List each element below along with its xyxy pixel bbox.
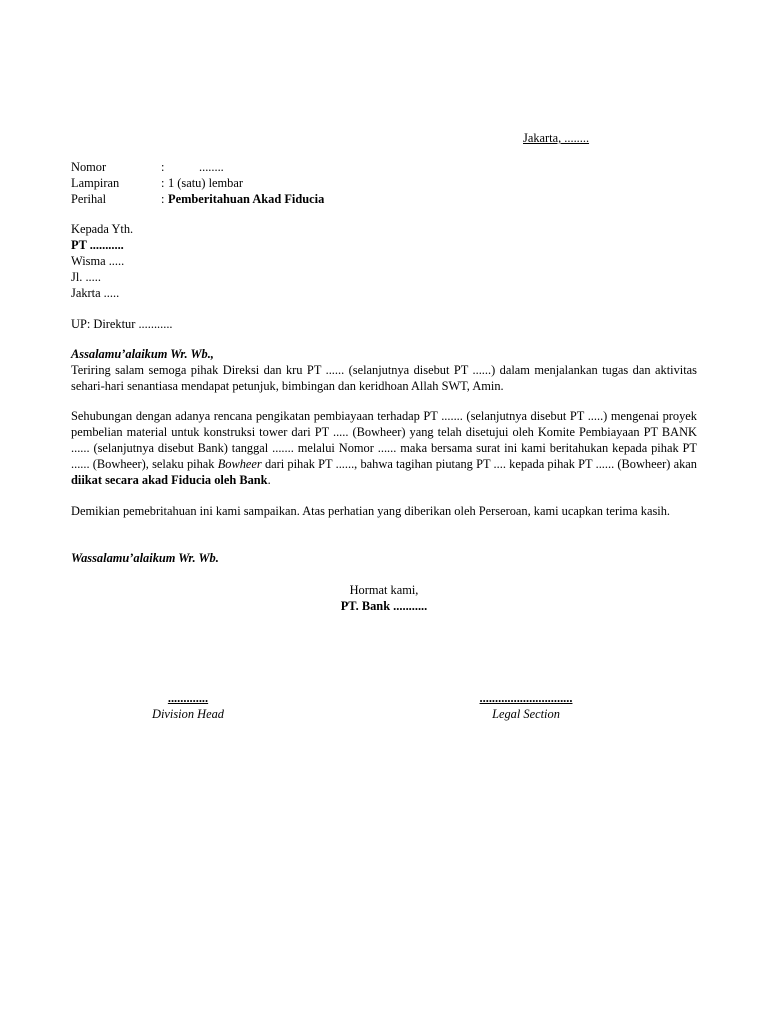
meta-label: Nomor	[71, 160, 107, 174]
signature-division-head	[118, 690, 258, 722]
letter-date: Jakarta, ........	[523, 131, 590, 145]
recipient-greeting: Kepada Yth.	[71, 222, 134, 236]
signature-name: .............	[167, 691, 209, 705]
regards-line: Hormat kami,	[349, 583, 419, 597]
recipient-company: PT ...........	[71, 238, 124, 252]
paragraph-2-end: .	[267, 473, 271, 487]
sender-name: PT. Bank ...........	[340, 599, 428, 613]
paragraph-2-text-cont: dari pihak PT ......, bahwa tagihan piutang PT .... kepada pihak PT ...... (Bowheer) akan	[261, 457, 697, 471]
meta-value: 1 (satu) lembar	[168, 176, 244, 190]
signature-legal-section	[456, 690, 596, 722]
meta-separator: :	[161, 192, 165, 206]
meta-label: Perihal	[71, 192, 107, 206]
paragraph-1: Teriring salam semoga pihak Direksi dan kru PT ...... (selanjutnya disebut PT ......) dalam menjalankan tugas dan aktivitas sehari-hari senantiasa mendapat petunjuk, bimbingan dan keridhoan Allah SWT, Amin.	[71, 363, 697, 393]
paragraph-2-bold-phrase: diikat secara akad Fiducia oleh Bank	[71, 473, 268, 487]
recipient-street: Jl. .....	[71, 270, 101, 284]
meta-separator: :	[161, 160, 165, 174]
recipient-block	[71, 221, 133, 301]
paragraph-2	[71, 408, 697, 488]
recipient-building: Wisma .....	[71, 254, 125, 268]
recipient-city: Jakrta .....	[71, 286, 120, 300]
attention-line: UP: Direktur ...........	[71, 317, 173, 331]
meta-separator: :	[161, 176, 165, 190]
opening-salutation: Assalamu’alaikum Wr. Wb.,	[71, 347, 214, 361]
meta-label: Lampiran	[71, 176, 120, 190]
paragraph-3: Demikian pemebritahuan ini kami sampaikan. Atas perhatian yang diberikan oleh Perseroan, kami ucapkan terima kasih.	[71, 504, 671, 518]
paragraph-2-italic-term: Bowheer	[217, 457, 262, 471]
meta-value: Pemberitahuan Akad Fiducia	[168, 192, 325, 206]
signature-title: Legal Section	[492, 707, 560, 721]
signature-name: ..............................	[479, 691, 573, 705]
closing-salutation: Wassalamu’alaikum Wr. Wb.	[71, 551, 219, 565]
signature-title: Division Head	[152, 707, 224, 721]
paragraph-2-text: Sehubungan dengan adanya rencana pengikatan pembiayaan terhadap PT ....... (selanjutnya disebut PT .....) mengenai proyek pembelian material untuk konstruksi tower dari PT ..... (Bowheer) yang telah disetujui oleh Komite Pembiayaan PT BANK ...... (selanjutnya disebut Bank) tanggal ....... melalui Nomor ...... maka bersama surat ini kami beritahukan kepada pihak PT ...... (Bowheer), selaku pihak	[71, 409, 697, 471]
meta-value: ........	[199, 160, 224, 174]
